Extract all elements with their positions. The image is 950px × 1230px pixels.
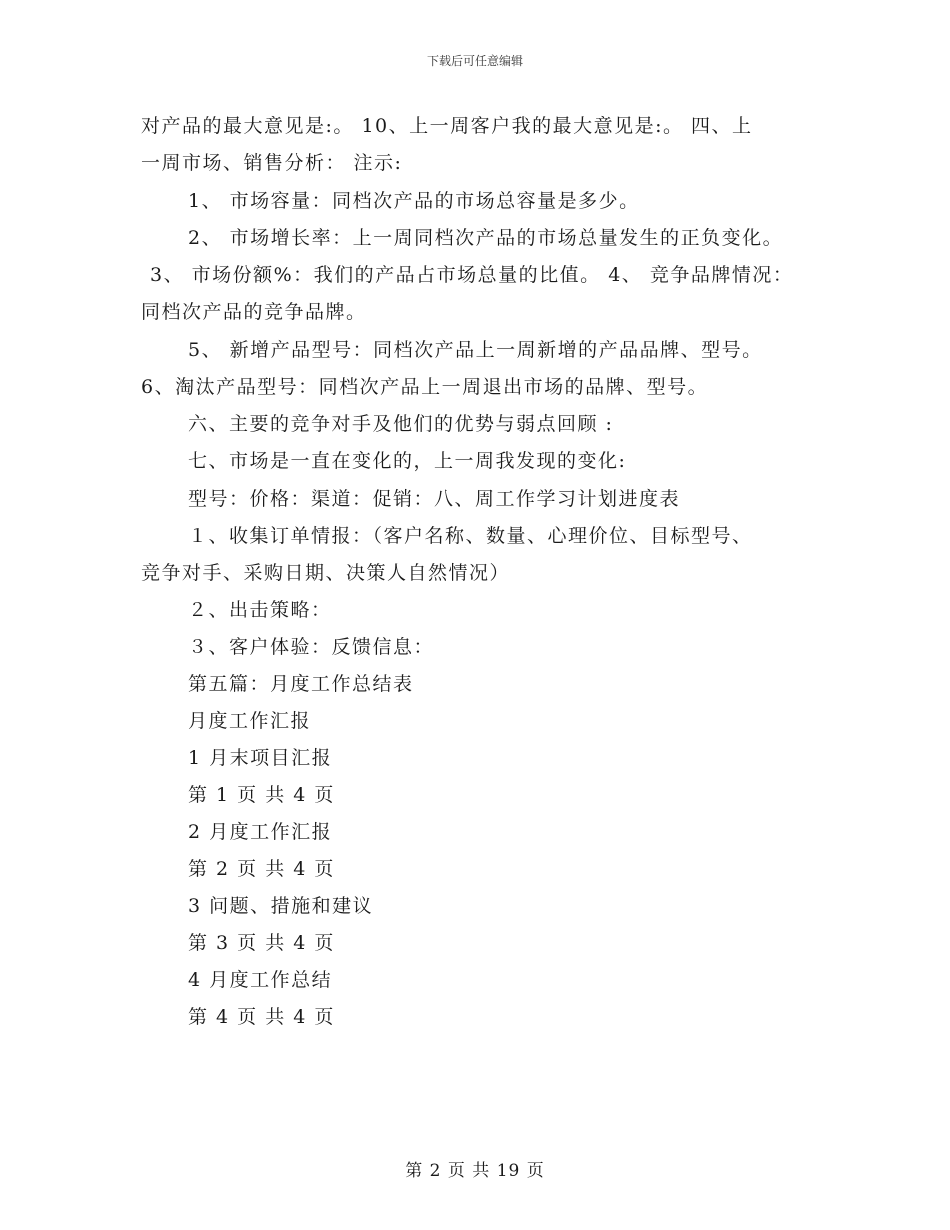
page-footer: 第 2 页 共 19 页	[405, 1161, 545, 1181]
text-line: 第 2 页 共 4 页	[188, 858, 335, 880]
text-line: 3、 市场份额%：我们的产品占市场总量的比值。 4、 竞争品牌情况：	[150, 264, 794, 286]
text-line: 1、 市场容量：同档次产品的市场总容量是多少。	[188, 190, 640, 212]
text-line: 竞争对手、采购日期、决策人自然情况）	[141, 562, 511, 584]
text-line: 一周市场、销售分析： 注示:	[141, 152, 403, 174]
text-line: 第 3 页 共 4 页	[188, 932, 335, 954]
text-line: １、收集订单情报：（客户名称、数量、心理价位、目标型号、	[188, 525, 753, 547]
text-line: 3 问题、措施和建议	[188, 895, 374, 917]
text-line: 第 1 页 共 4 页	[188, 784, 335, 806]
text-line: 第五篇：月度工作总结表	[188, 673, 414, 695]
text-line: 同档次产品的竞争品牌。	[141, 301, 367, 323]
text-line: 七、市场是一直在变化的，上一周我发现的变化:	[188, 450, 627, 472]
text-line: 1 月末项目汇报	[188, 747, 333, 769]
text-line: 2、 市场增长率：上一周同档次产品的市场总量发生的正负变化。	[188, 227, 784, 249]
text-line: 6、淘汰产品型号：同档次产品上一周退出市场的品牌、型号。	[141, 376, 709, 398]
text-line: ３、客户体验：反馈信息：	[188, 636, 435, 658]
text-line: 5、 新增产品型号：同档次产品上一周新增的产品品牌、型号。	[188, 339, 763, 361]
text-line: 4 月度工作总结	[188, 969, 333, 991]
text-line: 对产品的最大意见是:。 10、上一周客户我的最大意见是:。 四、上	[141, 115, 753, 137]
text-line: ２、出击策略：	[188, 599, 332, 621]
page-header: 下载后可任意编辑	[426, 54, 523, 68]
text-line: 月度工作汇报	[188, 710, 312, 732]
text-line: 2 月度工作汇报	[188, 821, 333, 843]
text-line: 六、主要的竞争对手及他们的优势与弱点回顾 :	[188, 413, 614, 435]
text-line: 型号：价格：渠道：促销：八、周工作学习计划进度表	[188, 488, 681, 510]
text-line: 第 4 页 共 4 页	[188, 1006, 335, 1028]
